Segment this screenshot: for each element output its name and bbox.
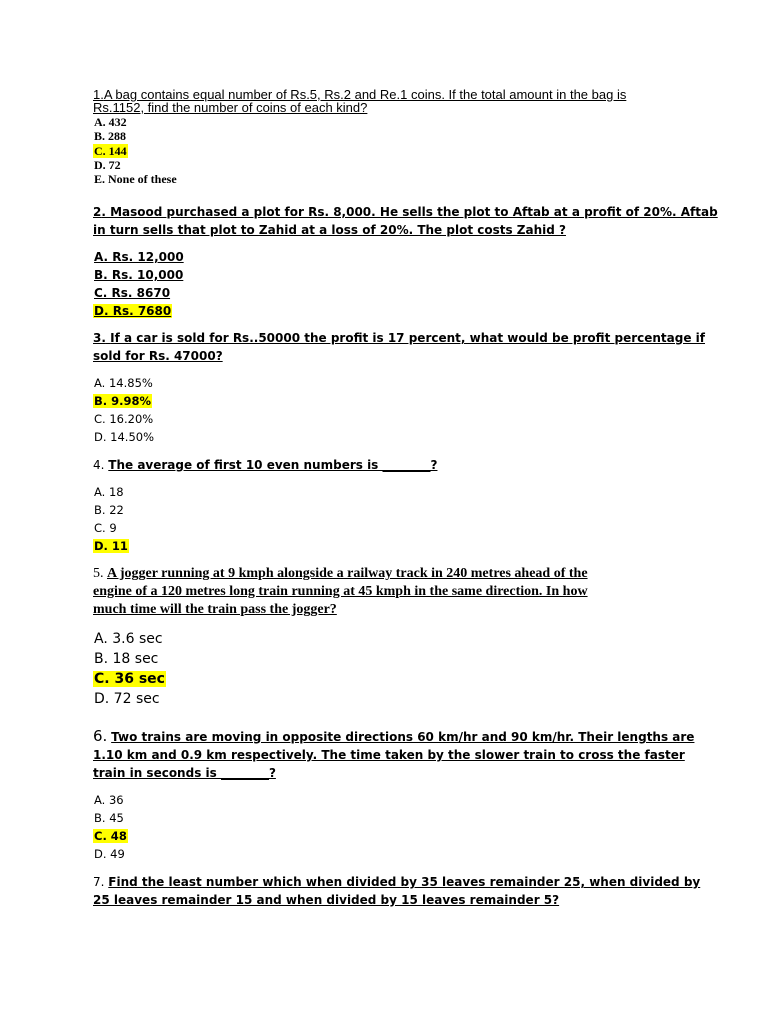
question-7-line-1: 7. Find the least number which when divided by 35 leaves remainder 25, when divided by	[93, 875, 701, 889]
question-7	[93, 873, 701, 909]
question-6-option-d: D. 49	[94, 847, 125, 861]
question-6-option-c: C. 48	[94, 829, 127, 843]
question-1-option-c: C. 144	[94, 143, 127, 158]
question-1	[93, 88, 683, 186]
question-1-line-1: 1.A bag contains equal number of Rs.5, Rs.2 and Re.1 coins. If the total amount in the bag is	[93, 87, 627, 102]
question-4-option-c: C. 9	[94, 521, 117, 535]
question-5-option-a: A. 3.6 sec	[94, 631, 163, 647]
question-2	[93, 203, 718, 320]
question-1-line-2: Rs.1152, find the number of coins of each kind?	[93, 100, 368, 115]
question-6-option-b: B. 45	[94, 811, 124, 825]
question-4-line-1: 4. The average of first 10 even numbers is ________?	[93, 458, 438, 472]
question-3	[93, 329, 705, 446]
question-3-option-d: D. 14.50%	[94, 430, 155, 444]
question-7-line-2: 25 leaves remainder 15 and when divided by 15 leaves remainder 5?	[93, 893, 560, 907]
question-6	[93, 727, 695, 863]
question-4-option-b: B. 22	[94, 503, 124, 517]
question-5-option-d: D. 72 sec	[94, 691, 160, 707]
question-6-line-1: 6. Two trains are moving in opposite directions 60 km/hr and 90 km/hr. Their lengths are	[93, 727, 695, 745]
question-2-line-2: in turn sells that plot to Zahid at a loss of 20%. The plot costs Zahid ?	[93, 223, 566, 237]
question-5-option-b: B. 18 sec	[94, 651, 159, 667]
question-4	[93, 456, 683, 555]
question-4-option-d: D. 11	[94, 539, 128, 553]
question-1-option-b: B. 288	[94, 129, 127, 144]
question-3-option-c: C. 16.20%	[94, 412, 154, 426]
question-6-option-a: A. 36	[94, 793, 124, 807]
question-1-option-d: D. 72	[94, 157, 121, 172]
question-6-line-2: 1.10 km and 0.9 km respectively. The time taken by the slower train to cross the faster	[93, 748, 685, 762]
question-6-line-3: train in seconds is ________?	[93, 766, 276, 780]
question-1-option-e: E. None of these	[94, 172, 177, 187]
question-3-option-b: B. 9.98%	[94, 394, 152, 408]
question-2-line-1: 2. Masood purchased a plot for Rs. 8,000. He sells the plot to Aftab at a profit of 20%. Aftab	[93, 205, 718, 219]
question-5-line-2: engine of a 120 metres long train running at 45 kmph in the same direction. In how	[93, 584, 588, 599]
question-3-option-a: A. 14.85%	[94, 376, 153, 390]
question-3-line-1: 3. If a car is sold for Rs..50000 the profit is 17 percent, what would be profit percentage if	[93, 331, 705, 345]
question-2-option-b: B. Rs. 10,000	[94, 268, 184, 282]
question-3-line-2: sold for Rs. 47000?	[93, 349, 223, 363]
question-1-option-a: A. 432	[94, 115, 127, 129]
question-2-option-a: A. Rs. 12,000	[94, 250, 184, 264]
question-2-option-d: D. Rs. 7680	[94, 304, 172, 318]
question-5-line-3: much time will the train pass the jogger?	[93, 602, 337, 617]
question-5-line-1: 5. A jogger running at 9 kmph alongside a railway track in 240 metres ahead of the	[93, 566, 588, 581]
question-5	[93, 565, 683, 709]
question-5-option-c: C. 36 sec	[94, 671, 165, 687]
question-4-option-a: A. 18	[94, 485, 124, 499]
question-2-option-c: C. Rs. 8670	[94, 286, 171, 300]
